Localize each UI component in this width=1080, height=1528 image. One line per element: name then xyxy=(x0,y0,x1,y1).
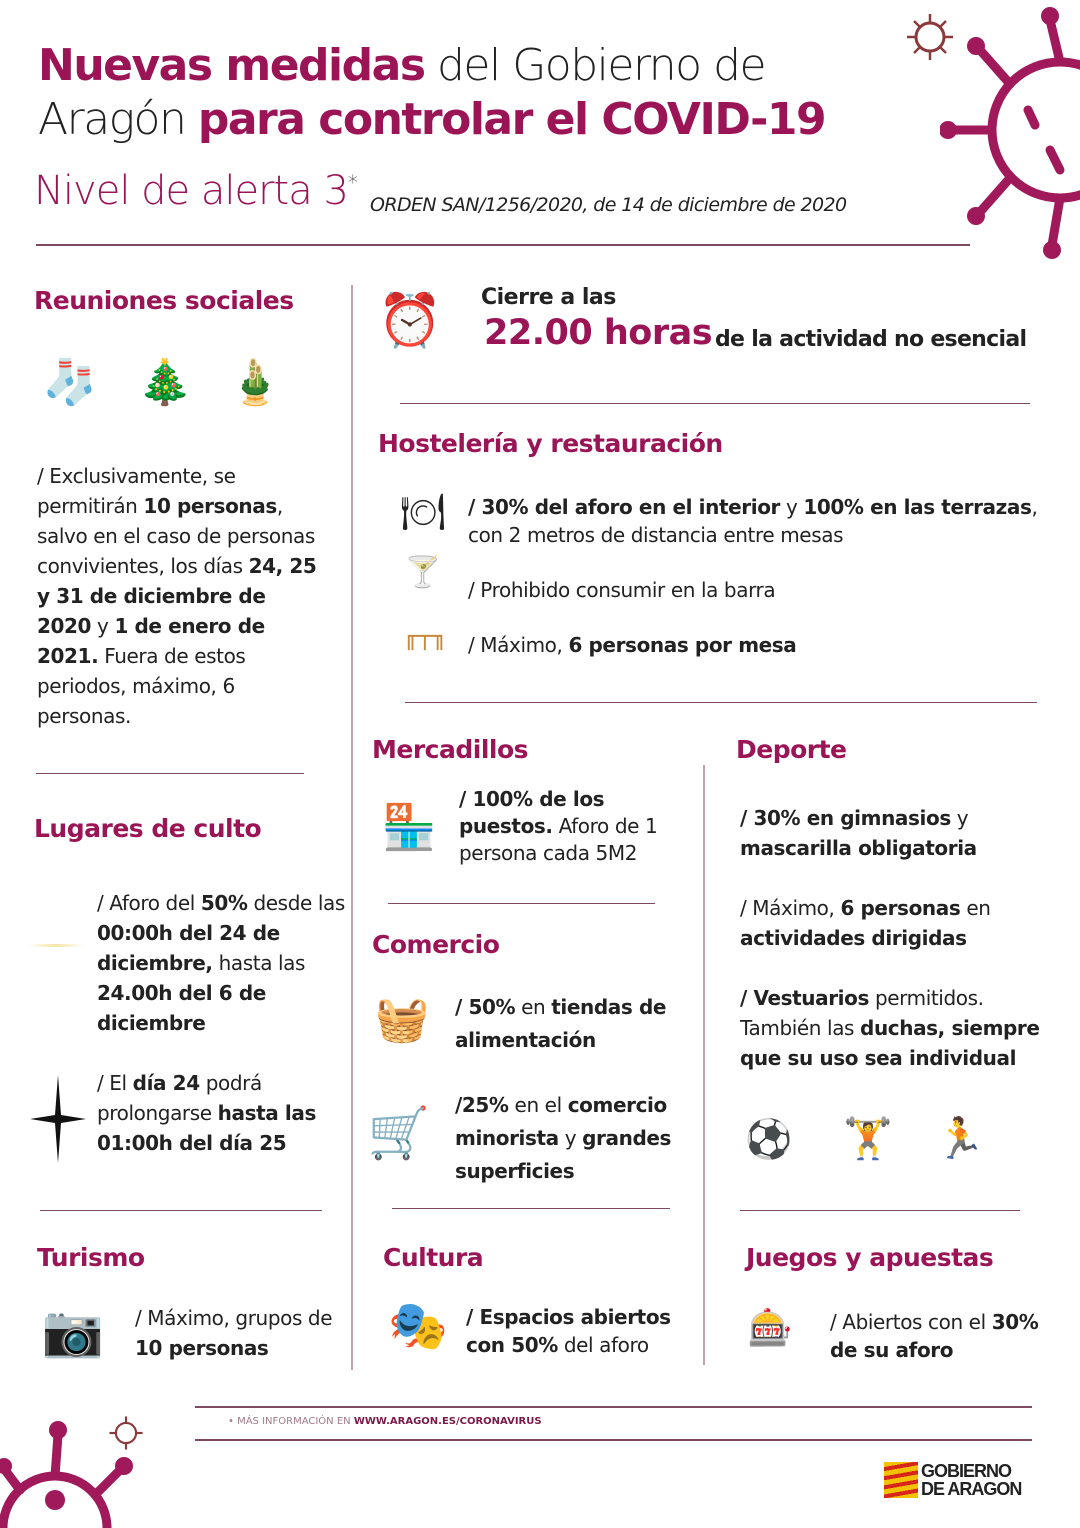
title-line-2 xyxy=(38,94,825,146)
divider xyxy=(400,403,1030,404)
bold-text: Nuevas medidas xyxy=(38,40,425,91)
cierre-time: 22.00 horas xyxy=(484,313,713,353)
small-virus-icon xyxy=(905,12,955,62)
bold-text: 6 personas por mesa xyxy=(568,633,797,657)
reuniones-text xyxy=(37,461,322,731)
alert-level-text: Nivel de alerta 3 xyxy=(34,168,348,214)
christmas-tree-icon: 🎄 xyxy=(137,356,193,408)
hosteleria-item xyxy=(468,575,1028,605)
christmas-stocking-icon: 🧦 xyxy=(42,356,98,408)
section-title-culto: Lugares de culto xyxy=(34,814,262,843)
text: Fuera de estos periodos, máximo, 6 personas. xyxy=(37,644,246,728)
text: del Gobierno de xyxy=(424,40,766,91)
asterisk: * xyxy=(347,170,357,195)
grocery-basket-icon: 🧺 xyxy=(374,993,430,1045)
text: en xyxy=(960,896,991,920)
bold-text: mascarilla obligatoria xyxy=(740,836,977,860)
divider xyxy=(392,1208,670,1209)
alert-level xyxy=(34,168,357,214)
text: y xyxy=(950,806,969,830)
section-title-deporte: Deporte xyxy=(736,735,847,764)
section-title-mercadillos: Mercadillos xyxy=(372,735,529,764)
cierre-label: Cierre a las xyxy=(481,285,616,310)
light-sparkle-icon xyxy=(28,944,84,947)
bold-text: grandes superficies xyxy=(455,1126,672,1183)
bold-text: hasta las 01:00h del día 25 xyxy=(97,1101,316,1155)
bold-text: 6 personas xyxy=(840,896,961,920)
divider xyxy=(36,773,304,774)
bold-text: 1 de enero de 2021. xyxy=(37,614,265,668)
bold-text: 10 personas xyxy=(143,494,277,518)
divider xyxy=(195,1439,1032,1441)
logo-line-2: DE ARAGON xyxy=(921,1479,1022,1499)
divider xyxy=(388,903,655,904)
shopping-cart-icon: 🛒 xyxy=(367,1104,431,1162)
text: permitidos. También las xyxy=(740,986,984,1040)
section-title-juegos: Juegos y apuestas xyxy=(746,1243,994,1272)
gobierno-aragon-logo xyxy=(884,1462,1021,1498)
aragon-flag-icon xyxy=(884,1462,918,1498)
bold-text: / Espacios abiertos con 50% xyxy=(466,1305,671,1357)
bold-text: 00:00h del 24 de diciembre, xyxy=(97,921,280,975)
text: Aforo de 1 persona cada 5M2 xyxy=(459,814,658,865)
text: / El xyxy=(97,1071,133,1095)
bold-text: comercio minorista xyxy=(455,1093,667,1150)
turismo-text xyxy=(135,1303,335,1363)
deporte-item xyxy=(740,893,1060,953)
bold-text: /25% xyxy=(455,1093,509,1117)
cocktail-icon: 🍸 xyxy=(404,554,442,590)
deporte-item xyxy=(740,803,1060,863)
bold-text: tiendas de alimentación xyxy=(455,995,667,1052)
cultura-text xyxy=(466,1303,696,1359)
bold-text: / 30% del aforo en el interior xyxy=(468,495,780,519)
text: y xyxy=(91,614,115,638)
star-icon xyxy=(30,1075,86,1163)
text: / Exclusivamente, se permitirán xyxy=(37,464,236,518)
section-title-turismo: Turismo xyxy=(37,1243,145,1272)
bold-text: / Vestuarios xyxy=(740,986,869,1010)
bold-text: / 30% en gimnasios xyxy=(740,806,951,830)
text: / Aforo del xyxy=(97,891,201,915)
divider xyxy=(40,1210,322,1211)
text: y xyxy=(780,495,804,519)
section-title-hosteleria: Hostelería y restauración xyxy=(378,429,723,458)
bold-text: para controlar el COVID-19 xyxy=(197,94,826,145)
bold-text: 10 personas xyxy=(135,1336,269,1360)
bold-text: 24, 25 y 31 de diciembre de 2020 xyxy=(37,554,317,638)
bold-text: día 24 xyxy=(132,1071,200,1095)
theater-masks-icon: 🎭 xyxy=(388,1298,448,1354)
bold-text: 30% de su aforo xyxy=(830,1310,1039,1362)
culto-text-2 xyxy=(97,1068,337,1158)
text: / Abiertos con el xyxy=(830,1310,992,1334)
bold-text: 50% xyxy=(200,891,248,915)
text: , con 2 metros de distancia entre mesas xyxy=(468,495,1038,547)
small-virus-icon xyxy=(108,1415,144,1451)
divider xyxy=(195,1406,1032,1408)
column-divider xyxy=(703,765,705,1365)
deporte-item xyxy=(740,983,1060,1073)
culto-text-1 xyxy=(97,888,347,1038)
runner-icon: 🏃 xyxy=(935,1116,985,1162)
text: / Máximo, xyxy=(740,896,841,920)
more-info-prefix: MÁS INFORMACIÓN EN xyxy=(237,1416,354,1427)
text: / Máximo, grupos de xyxy=(135,1306,333,1330)
bold-text: / 50% xyxy=(455,995,516,1019)
text: del aforo xyxy=(557,1333,649,1357)
comercio-item xyxy=(455,1089,700,1188)
virus-icon xyxy=(940,0,1080,260)
logo-line-1: GOBIERNO xyxy=(921,1461,1012,1481)
poker-chips-icon: 🎰 xyxy=(747,1308,793,1349)
text: / Prohibido consumir en la barra xyxy=(468,578,776,602)
hosteleria-item xyxy=(468,630,1028,660)
text: Aragón xyxy=(38,94,198,145)
section-title-reuniones: Reuniones sociales xyxy=(34,286,294,315)
divider xyxy=(405,702,1037,703)
section-title-comercio: Comercio xyxy=(372,930,500,959)
text: podrá prolongarse xyxy=(97,1071,262,1125)
bold-text: duchas, siempre que su uso sea individual xyxy=(740,1016,1040,1070)
more-info: • MÁS INFORMACIÓN EN WWW.ARAGON.ES/CORONAVIRUS xyxy=(228,1416,542,1427)
divider xyxy=(36,244,970,246)
text: desde las xyxy=(247,891,345,915)
bold-text: actividades dirigidas xyxy=(740,926,967,950)
bold-text: 100% en las terrazas xyxy=(803,495,1032,519)
weightlifter-icon: 🏋 xyxy=(843,1116,893,1162)
divider xyxy=(740,1210,1020,1211)
bold-text: / 100% de los puestos. xyxy=(459,787,605,838)
website-link[interactable]: WWW.ARAGON.ES/CORONAVIRUS xyxy=(353,1416,542,1427)
table-chairs-icon: ╓┬╖ xyxy=(403,622,447,650)
mercadillos-text xyxy=(459,786,689,867)
bold-text: 24.00h del 6 de diciembre xyxy=(97,981,266,1035)
cierre-rest: de la actividad no esencial xyxy=(715,327,1027,352)
text: , salvo en el caso de personas convivientes, los días xyxy=(37,494,315,578)
alarm-clock-icon: ⏰ xyxy=(377,291,443,351)
order-reference: ORDEN SAN/1256/2020, de 14 de diciembre de 2020 xyxy=(370,194,847,216)
text: hasta las xyxy=(212,951,306,975)
christmas-ornaments-icon: 🎍 xyxy=(227,356,283,408)
hosteleria-item xyxy=(468,493,1038,549)
title-line-1 xyxy=(38,40,765,92)
serving-cloche-icon: 🍽 xyxy=(400,492,446,533)
column-divider xyxy=(351,285,353,1370)
soccer-ball-icon: ⚽ xyxy=(745,1117,793,1161)
market-stall-icon: 🏪 xyxy=(381,801,437,853)
text: en el xyxy=(508,1093,568,1117)
text: / Máximo, xyxy=(468,633,569,657)
camera-icon: 📷 xyxy=(41,1302,105,1360)
text: en xyxy=(515,995,552,1019)
section-title-cultura: Cultura xyxy=(383,1243,484,1272)
comercio-item xyxy=(455,991,695,1057)
text: y xyxy=(558,1126,583,1150)
juegos-text xyxy=(830,1308,1050,1364)
